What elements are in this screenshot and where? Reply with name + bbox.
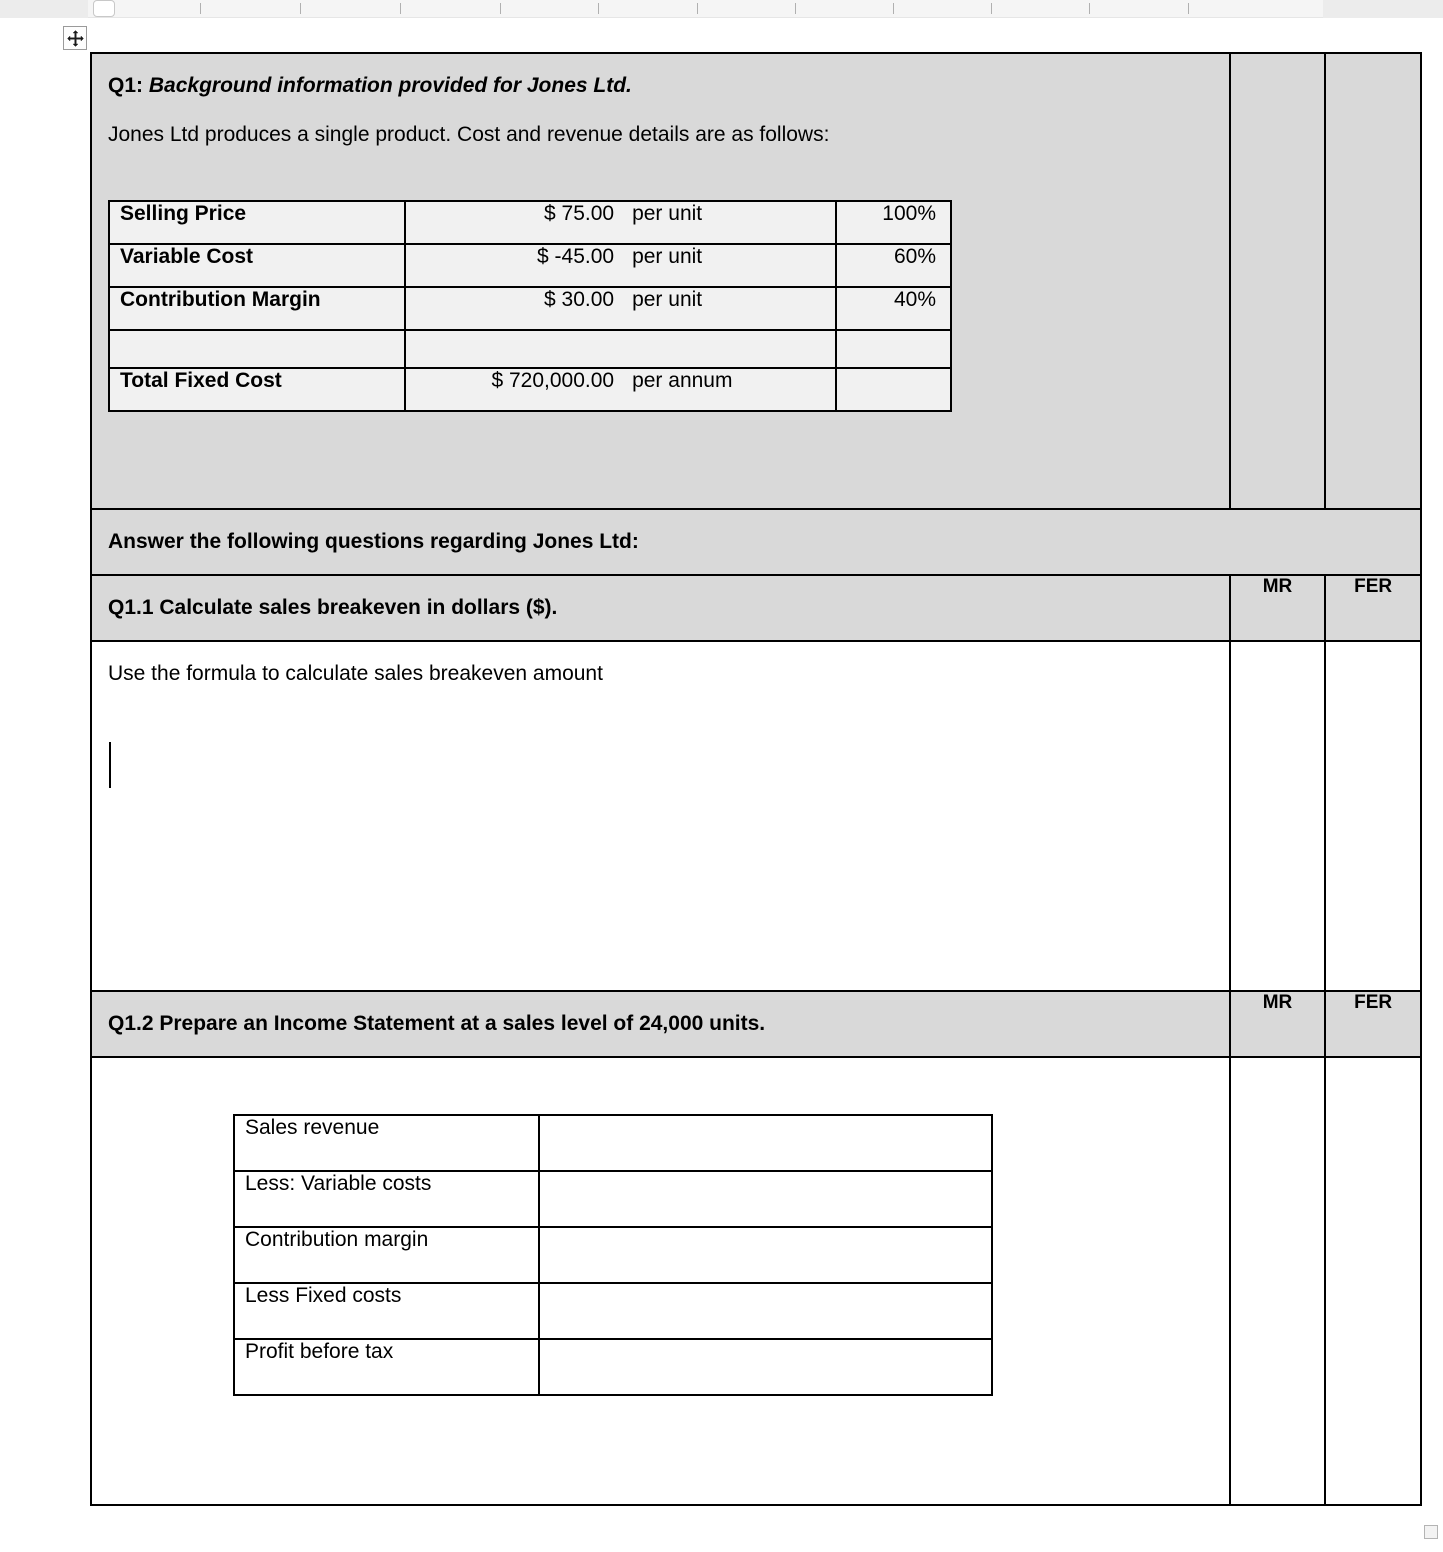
worksheet-table xyxy=(90,52,1422,1506)
table-row-spacer xyxy=(109,330,951,368)
cost-row-percent xyxy=(836,368,951,411)
q12-prompt-cell xyxy=(91,991,1230,1057)
cost-row-unit: per unit xyxy=(632,244,703,268)
cost-row-unit: per unit xyxy=(632,201,703,225)
q11-answer-body[interactable] xyxy=(92,642,1229,990)
cost-row-label: Total Fixed Cost xyxy=(109,368,405,411)
q12-answer-cell[interactable] xyxy=(91,1057,1230,1505)
income-row-value[interactable] xyxy=(539,1283,992,1339)
income-statement-wrapper xyxy=(92,1058,1229,1396)
income-statement-table xyxy=(233,1114,993,1396)
cost-row-amount: $ 30.00 xyxy=(544,287,615,311)
cost-row-label: Variable Cost xyxy=(109,244,405,287)
q11-answer-hint: Use the formula to calculate sales breakeven amount xyxy=(108,661,603,685)
q12-answer-row xyxy=(91,1057,1421,1505)
cost-row-value xyxy=(405,244,836,287)
table-row xyxy=(109,244,951,287)
income-row-value[interactable] xyxy=(539,1171,992,1227)
q11-mr-answer-cell[interactable] xyxy=(1230,641,1326,991)
mr-cell-background[interactable] xyxy=(1230,53,1326,509)
income-row-value[interactable] xyxy=(539,1227,992,1283)
cost-row-percent: 100% xyxy=(836,201,951,244)
cost-row-unit: per unit xyxy=(632,287,703,311)
table-row xyxy=(109,201,951,244)
q12-mr-answer-cell[interactable] xyxy=(1230,1057,1326,1505)
q12-fer-answer-cell[interactable] xyxy=(1325,1057,1421,1505)
income-row-label: Less Fixed costs xyxy=(234,1283,539,1339)
income-row-label: Profit before tax xyxy=(234,1339,539,1395)
fer-cell-background[interactable] xyxy=(1325,53,1421,509)
q11-prompt-text: Q1.1 Calculate sales breakeven in dollars ($). xyxy=(108,595,558,619)
question-label: Q1: xyxy=(108,74,144,97)
table-move-handle[interactable] xyxy=(63,26,87,50)
q11-fer-header: FER xyxy=(1325,575,1421,641)
q12-prompt-row xyxy=(91,991,1421,1057)
cost-row-unit: per annum xyxy=(632,368,733,392)
table-row xyxy=(109,287,951,330)
ruler-right-margin xyxy=(1323,0,1443,18)
q12-fer-header: FER xyxy=(1325,991,1421,1057)
question-title: Background information provided for Jones Ltd. xyxy=(148,74,632,97)
background-info-body xyxy=(92,54,1229,160)
cost-row-amount: $ 720,000.00 xyxy=(491,368,615,392)
income-row-label: Sales revenue xyxy=(234,1115,539,1171)
background-info-row xyxy=(91,53,1421,509)
cost-row-label: Selling Price xyxy=(109,201,405,244)
cost-table-wrapper xyxy=(92,160,1229,412)
table-row xyxy=(109,368,951,411)
background-info-cell xyxy=(91,53,1230,509)
ruler-tick xyxy=(200,3,201,14)
question-heading xyxy=(108,72,1213,100)
q11-fer-answer-cell[interactable] xyxy=(1325,641,1421,991)
table-row xyxy=(234,1227,992,1283)
ruler-tick xyxy=(893,3,894,14)
ruler-tick xyxy=(300,3,301,14)
ruler-tick xyxy=(697,3,698,14)
q11-answer-cell[interactable] xyxy=(91,641,1230,991)
answer-instruction-text: Answer the following questions regarding Jones Ltd: xyxy=(108,529,639,553)
ruler-tick xyxy=(1188,3,1189,14)
q11-prompt-cell xyxy=(91,575,1230,641)
text-cursor-caret xyxy=(109,742,111,788)
ruler-tick xyxy=(400,3,401,14)
ruler-tick xyxy=(795,3,796,14)
cost-revenue-table xyxy=(108,200,952,412)
cost-row-amount: $ -45.00 xyxy=(537,244,615,268)
horizontal-ruler[interactable] xyxy=(0,0,1443,18)
answer-instruction-row xyxy=(91,509,1421,575)
q11-mr-header: MR xyxy=(1230,575,1326,641)
cost-row-label xyxy=(109,330,405,368)
cost-row-label: Contribution Margin xyxy=(109,287,405,330)
background-info-filler xyxy=(92,412,1229,508)
income-row-value[interactable] xyxy=(539,1339,992,1395)
q11-prompt-row xyxy=(91,575,1421,641)
ruler-tick xyxy=(500,3,501,14)
ruler-tick xyxy=(1089,3,1090,14)
table-row xyxy=(234,1171,992,1227)
table-row xyxy=(234,1339,992,1395)
income-row-label: Less: Variable costs xyxy=(234,1171,539,1227)
cost-row-value xyxy=(405,368,836,411)
q12-answer-body[interactable] xyxy=(92,1058,1229,1504)
table-resize-handle[interactable] xyxy=(1424,1525,1438,1539)
q12-prompt-text: Q1.2 Prepare an Income Statement at a sales level of 24,000 units. xyxy=(108,1011,766,1035)
table-row xyxy=(234,1115,992,1171)
cost-row-percent: 60% xyxy=(836,244,951,287)
q11-answer-row xyxy=(91,641,1421,991)
question-intro: Jones Ltd produces a single product. Cost and revenue details are as follows: xyxy=(108,123,830,147)
cost-row-value xyxy=(405,201,836,244)
ruler-tick xyxy=(598,3,599,14)
move-cross-icon xyxy=(67,30,84,47)
answer-instruction-cell xyxy=(91,509,1421,575)
income-row-value[interactable] xyxy=(539,1115,992,1171)
cost-row-value xyxy=(405,287,836,330)
q12-mr-header: MR xyxy=(1230,991,1326,1057)
ruler-left-margin xyxy=(0,0,88,18)
cost-row-value xyxy=(405,330,836,368)
cost-row-percent xyxy=(836,330,951,368)
cost-row-amount: $ 75.00 xyxy=(544,201,615,225)
income-row-label: Contribution margin xyxy=(234,1227,539,1283)
table-row xyxy=(234,1283,992,1339)
ruler-tick xyxy=(991,3,992,14)
cost-row-percent: 40% xyxy=(836,287,951,330)
first-line-indent-marker[interactable] xyxy=(93,0,115,17)
